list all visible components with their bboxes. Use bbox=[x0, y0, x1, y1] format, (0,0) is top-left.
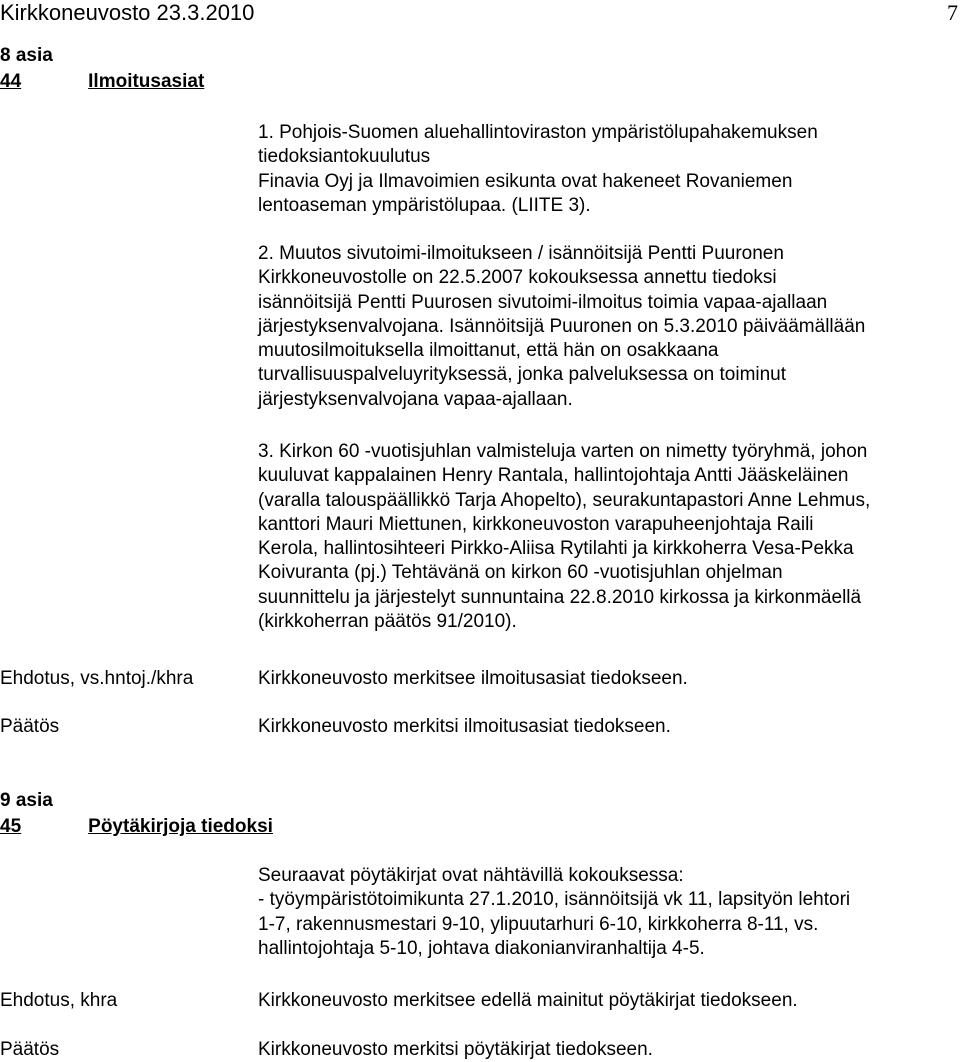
item-2-line: järjestyksenvalvojana vapaa-ajallaan. bbox=[258, 388, 573, 410]
page-number: 7 bbox=[947, 0, 958, 25]
item-2-line: turvallisuuspalveluyrityksessä, jonka palveluksessa on toiminut bbox=[258, 364, 787, 386]
section-9-body-line: Seuraavat pöytäkirjat ovat nähtävillä kokouksessa: bbox=[258, 865, 684, 886]
section-9-proposal-text: Kirkkoneuvosto merkitsee edellä mainitut pöytäkirjat tiedokseen. bbox=[258, 990, 798, 1011]
section-9-number: 45 bbox=[0, 816, 22, 837]
item-2-line: 2. Muutos sivutoimi-ilmoitukseen / isännöitsijä Pentti Puuronen bbox=[258, 243, 784, 264]
section-9-body bbox=[258, 864, 850, 961]
section-8-proposal-text: Kirkkoneuvosto merkitsee ilmoitusasiat tiedokseen. bbox=[258, 668, 688, 689]
item-2-line: isännöitsijä Pentti Puurosen sivutoimi-ilmoitus toimia vapaa-ajallaan bbox=[258, 291, 828, 313]
item-3-line: kanttori Mauri Miettunen, kirkkoneuvoston varapuheenjohtaja Raili bbox=[258, 513, 814, 535]
section-9-title: Pöytäkirjoja tiedoksi bbox=[88, 816, 273, 837]
item-3-paragraph bbox=[258, 440, 870, 634]
section-8-title: Ilmoitusasiat bbox=[88, 71, 205, 92]
item-3-line: Kerola, hallintosihteeri Pirkko-Aliisa Rytilahti ja kirkkoherra Vesa-Pekka bbox=[258, 538, 854, 560]
item-3-line: (varalla talouspäällikkö Tarja Ahopelto), seurakuntapastori Anne Lehmus, bbox=[258, 489, 871, 511]
section-9-decision-label: Päätös bbox=[0, 1039, 60, 1060]
section-9-asia-label: 9 asia bbox=[0, 790, 53, 811]
item-2-line: muutosilmoituksella ilmoittanut, että hän on osakkaana bbox=[258, 340, 719, 362]
section-9-body-line: hallintojohtaja 5-10, johtava diakonianviranhaltija 4-5. bbox=[258, 937, 705, 959]
section-9-decision-text: Kirkkoneuvosto merkitsi pöytäkirjat tiedokseen. bbox=[258, 1039, 653, 1060]
section-9-heading bbox=[0, 816, 273, 838]
item-1-line: 1. Pohjois-Suomen aluehallintoviraston ympäristölupahakemuksen bbox=[258, 122, 818, 143]
item-3-line: kuuluvat kappalainen Henry Rantala, hallintojohtaja Antti Jääskeläinen bbox=[258, 465, 849, 487]
item-3-line: 3. Kirkon 60 -vuotisjuhlan valmisteluja varten on nimetty työryhmä, johon bbox=[258, 441, 868, 462]
item-1-line: lentoaseman ympäristölupaa. (LIITE 3). bbox=[258, 194, 591, 216]
section-8-heading bbox=[0, 71, 204, 93]
section-9-body-line: 1-7, rakennusmestari 9-10, ylipuutarhuri 6-10, kirkkoherra 8-11, vs. bbox=[258, 913, 819, 935]
section-9-body-line: - työympäristötoimikunta 27.1.2010, isännöitsijä vk 11, lapsityön lehtori bbox=[258, 889, 851, 911]
item-1-paragraph bbox=[258, 121, 818, 218]
section-8-decision-text: Kirkkoneuvosto merkitsi ilmoitusasiat tiedokseen. bbox=[258, 716, 671, 737]
item-2-line: järjestyksenvalvojana. Isännöitsijä Puuronen on 5.3.2010 päiväämällään bbox=[258, 315, 866, 337]
item-3-line: Koivuranta (pj.) Tehtävänä on kirkon 60 -vuotisjuhlan ohjelman bbox=[258, 562, 783, 584]
document-header: Kirkkoneuvosto 23.3.2010 bbox=[0, 0, 255, 25]
item-1-line: Finavia Oyj ja Ilmavoimien esikunta ovat hakeneet Rovaniemen bbox=[258, 170, 793, 192]
section-8-asia-label: 8 asia bbox=[0, 45, 53, 66]
item-3-line: (kirkkoherran päätös 91/2010). bbox=[258, 611, 517, 633]
item-2-line: Kirkkoneuvostolle on 22.5.2007 kokouksessa annettu tiedoksi bbox=[258, 267, 777, 289]
item-2-paragraph bbox=[258, 242, 865, 412]
section-8-number: 44 bbox=[0, 71, 22, 92]
section-8-proposal-label: Ehdotus, vs.hntoj./khra bbox=[0, 668, 194, 689]
item-1-line: tiedoksiantokuulutus bbox=[258, 146, 431, 168]
section-8-decision-label: Päätös bbox=[0, 716, 60, 737]
section-9-proposal-label: Ehdotus, khra bbox=[0, 990, 118, 1011]
item-3-line: suunnittelu ja järjestelyt sunnuntaina 22.8.2010 kirkossa ja kirkonmäellä bbox=[258, 586, 862, 608]
